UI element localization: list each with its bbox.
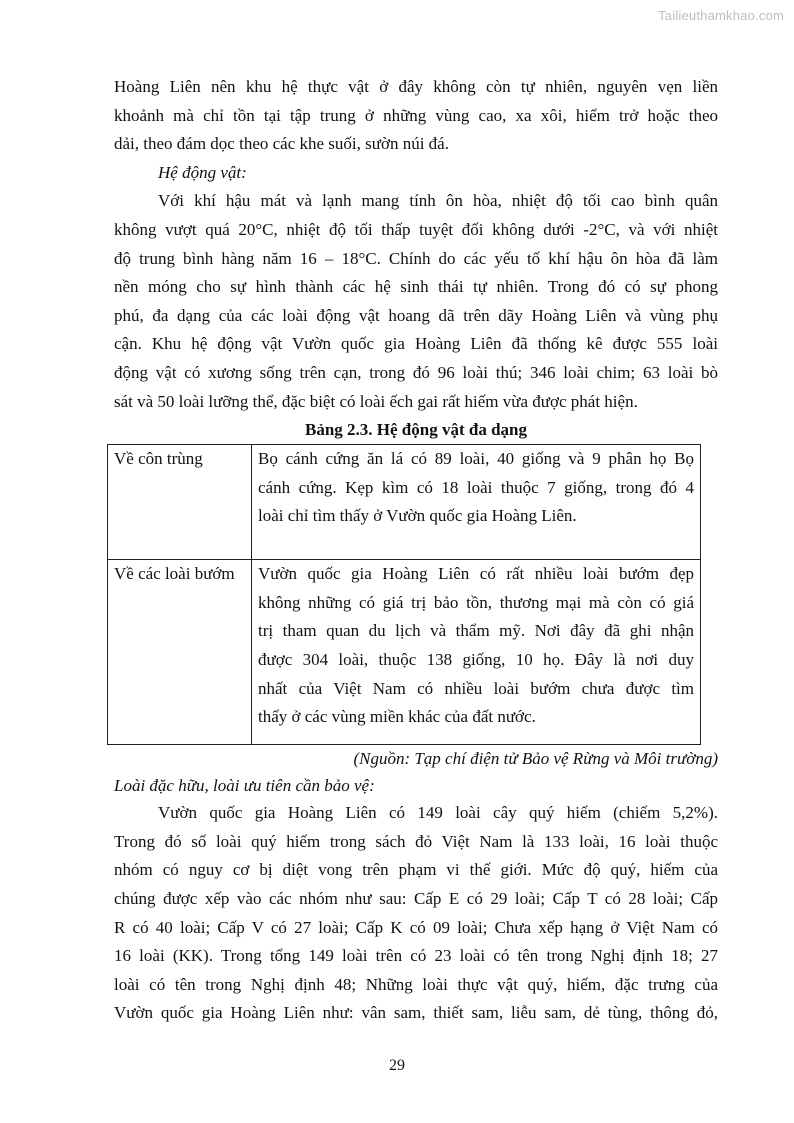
text-line: 16 loài (KK). Trong tổng 149 loài trên có 23 loài có tên trong Nghị định 18; 27 [114, 946, 718, 966]
text-line: động vật có xương sống trên cạn, trong đó 96 loài thú; 346 loài chim; 63 loài bò [114, 362, 718, 382]
text-line: nền móng cho sự hình thành các hệ sinh thái tự nhiên. Trong đó có sự phong [114, 277, 718, 297]
subheading-endemic: Loài đặc hữu, loài ưu tiên cần bảo vệ: [114, 776, 375, 796]
watermark: Tailieuthamkhao.com [658, 8, 784, 23]
table-cell-value [252, 445, 701, 560]
source-note: (Nguồn: Tạp chí điện tử Bảo vệ Rừng và Môi trường) [353, 749, 718, 769]
table-cell-key: Về các loài bướm [108, 560, 252, 745]
document-page [114, 73, 718, 1028]
paragraph-rare-species [114, 799, 718, 1028]
text-line: độ trung bình hàng năm 16 – 18°C. Chính do các yếu tố khí hậu ôn hòa đã làm [114, 248, 718, 268]
fauna-table [107, 444, 701, 745]
table-cell-value [252, 560, 701, 745]
text-line: được 304 loài, thuộc 138 giống, 10 họ. Đây là nơi duy [258, 649, 694, 669]
paragraph-fauna [114, 187, 718, 416]
text-line: Với khí hậu mát và lạnh mang tính ôn hòa, nhiệt độ tối cao bình quân [158, 191, 718, 211]
table-row [108, 560, 701, 745]
text-line: cận. Khu hệ động vật Vườn quốc gia Hoàng Liên đã thống kê được 555 loài [114, 334, 718, 354]
text-line: Vườn quốc gia Hoàng Liên có rất nhiều loài bướm đẹp [258, 564, 694, 584]
text-line: chúng được xếp vào các nhóm như sau: Cấp E có 29 loài; Cấp T có 28 loài; Cấp [114, 888, 718, 908]
text-line: dải, theo đám dọc theo các khe suối, sườn núi đá. [114, 134, 449, 154]
text-line: phú, đa dạng của các loài động vật hoang dã trên dãy Hoàng Liên và vùng phụ [114, 305, 718, 325]
text-line: thấy ở các vùng miền khác của đất nước. [258, 707, 536, 727]
text-line: loài chỉ tìm thấy ở Vườn quốc gia Hoàng Liên. [258, 506, 577, 526]
text-line: Hoàng Liên nên khu hệ thực vật ở đây không còn tự nhiên, nguyên vẹn liền [114, 77, 718, 96]
text-line: không những có giá trị bảo tồn, thương mại mà còn có giá [258, 592, 694, 612]
table-row [108, 445, 701, 560]
heading-fauna: Hệ động vật: [158, 162, 247, 182]
text-line: Trong đó số loài quý hiếm trong sách đỏ Việt Nam là 133 loài, 16 loài thuộc [114, 831, 718, 851]
paragraph-flora-continuation [114, 73, 718, 159]
text-line: Bọ cánh cứng ăn lá có 89 loài, 40 giống và 9 phân họ Bọ [258, 449, 694, 469]
text-line: Vườn quốc gia Hoàng Liên như: vân sam, thiết sam, liễu sam, dẻ tùng, thông đỏ, [114, 1003, 718, 1023]
text-line: loài có tên trong Nghị định 48; Những loài thực vật quý, hiếm, đặc trưng của [114, 974, 718, 994]
table-cell-key: Về côn trùng [108, 445, 252, 560]
page-number: 29 [389, 1057, 405, 1074]
table-caption: Bảng 2.3. Hệ động vật đa dạng [305, 420, 527, 440]
text-line: nhất của Việt Nam có nhiều loài bướm chưa được tìm [258, 678, 694, 698]
text-line: khoảnh mà chỉ tồn tại tập trung ở những vùng cao, xa xôi, hiểm trở hoặc theo [114, 105, 718, 125]
text-line: không vượt quá 20°C, nhiệt độ tối thấp tuyệt đối không dưới -2°C, và với nhiệt [114, 219, 718, 239]
text-line: Vườn quốc gia Hoàng Liên có 149 loài cây quý hiếm (chiếm 5,2%). [158, 803, 718, 823]
text-line: sát và 50 loài lưỡng thể, đặc biệt có loài ếch gai rất hiếm vừa được phát hiện. [114, 391, 638, 411]
text-line: nhóm có nguy cơ bị diệt vong trên phạm vi thế giới. Mức độ quý, hiếm của [114, 860, 718, 880]
text-line: R có 40 loài; Cấp V có 27 loài; Cấp K có 09 loài; Chưa xếp hạng ở Việt Nam có [114, 917, 718, 937]
text-line: cánh cứng. Kẹp kìm có 18 loài thuộc 7 giống, trong đó 4 [258, 477, 694, 497]
text-line: trị tham quan du lịch và thẩm mỹ. Nơi đây đã ghi nhận [258, 621, 694, 641]
